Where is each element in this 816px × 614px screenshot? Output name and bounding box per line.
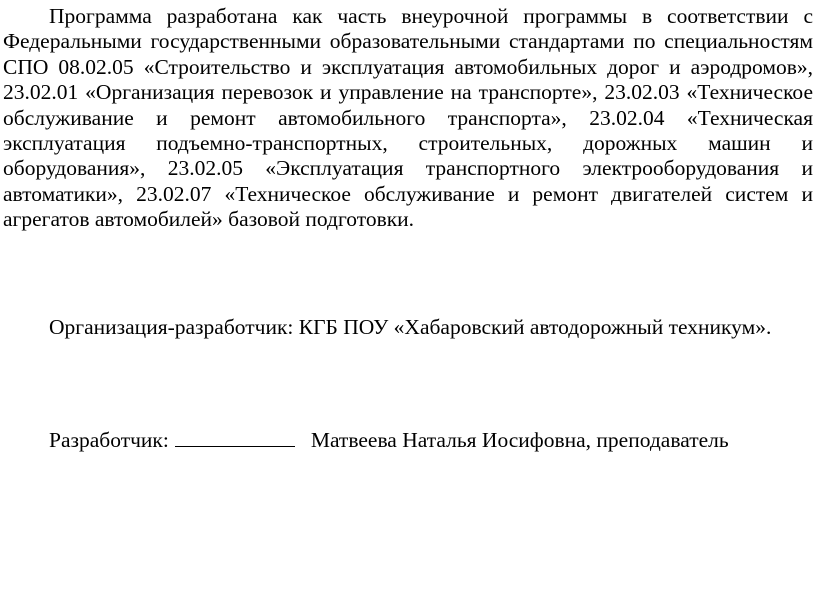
developer-line — [49, 426, 729, 453]
developer-label: Разработчик: — [49, 428, 169, 452]
developer-organization-paragraph: Организация-разработчик: КГБ ПОУ «Хабаровский автодорожный техникум». — [49, 315, 772, 339]
program-description-paragraph: Программа разработана как часть внеурочной программы в соответствии с Федеральными государственными образовательными стандартами по специальностям СПО 08.02.05 «Строительство и эксплуатация автомобильных дорог и аэродромов», 23.02.01 «Организация перевозок и управление на транспорте», 23.02.03 «Техническое обслуживание и ремонт автомобильного транспорта», 23.02.04 «Техническая эксплуатация подъемно-транспортных, строительных, дорожных машин и оборудования», 23.02.05 «Эксплуатация транспортного электрооборудования и автоматики», 23.02.07 «Техническое обслуживание и ремонт двигателей систем и агрегатов автомобилей» базовой подготовки. — [3, 4, 813, 232]
developer-name: Матвеева Наталья Иосифовна, преподаватель — [310, 428, 729, 452]
signature-blank-line — [175, 426, 295, 447]
